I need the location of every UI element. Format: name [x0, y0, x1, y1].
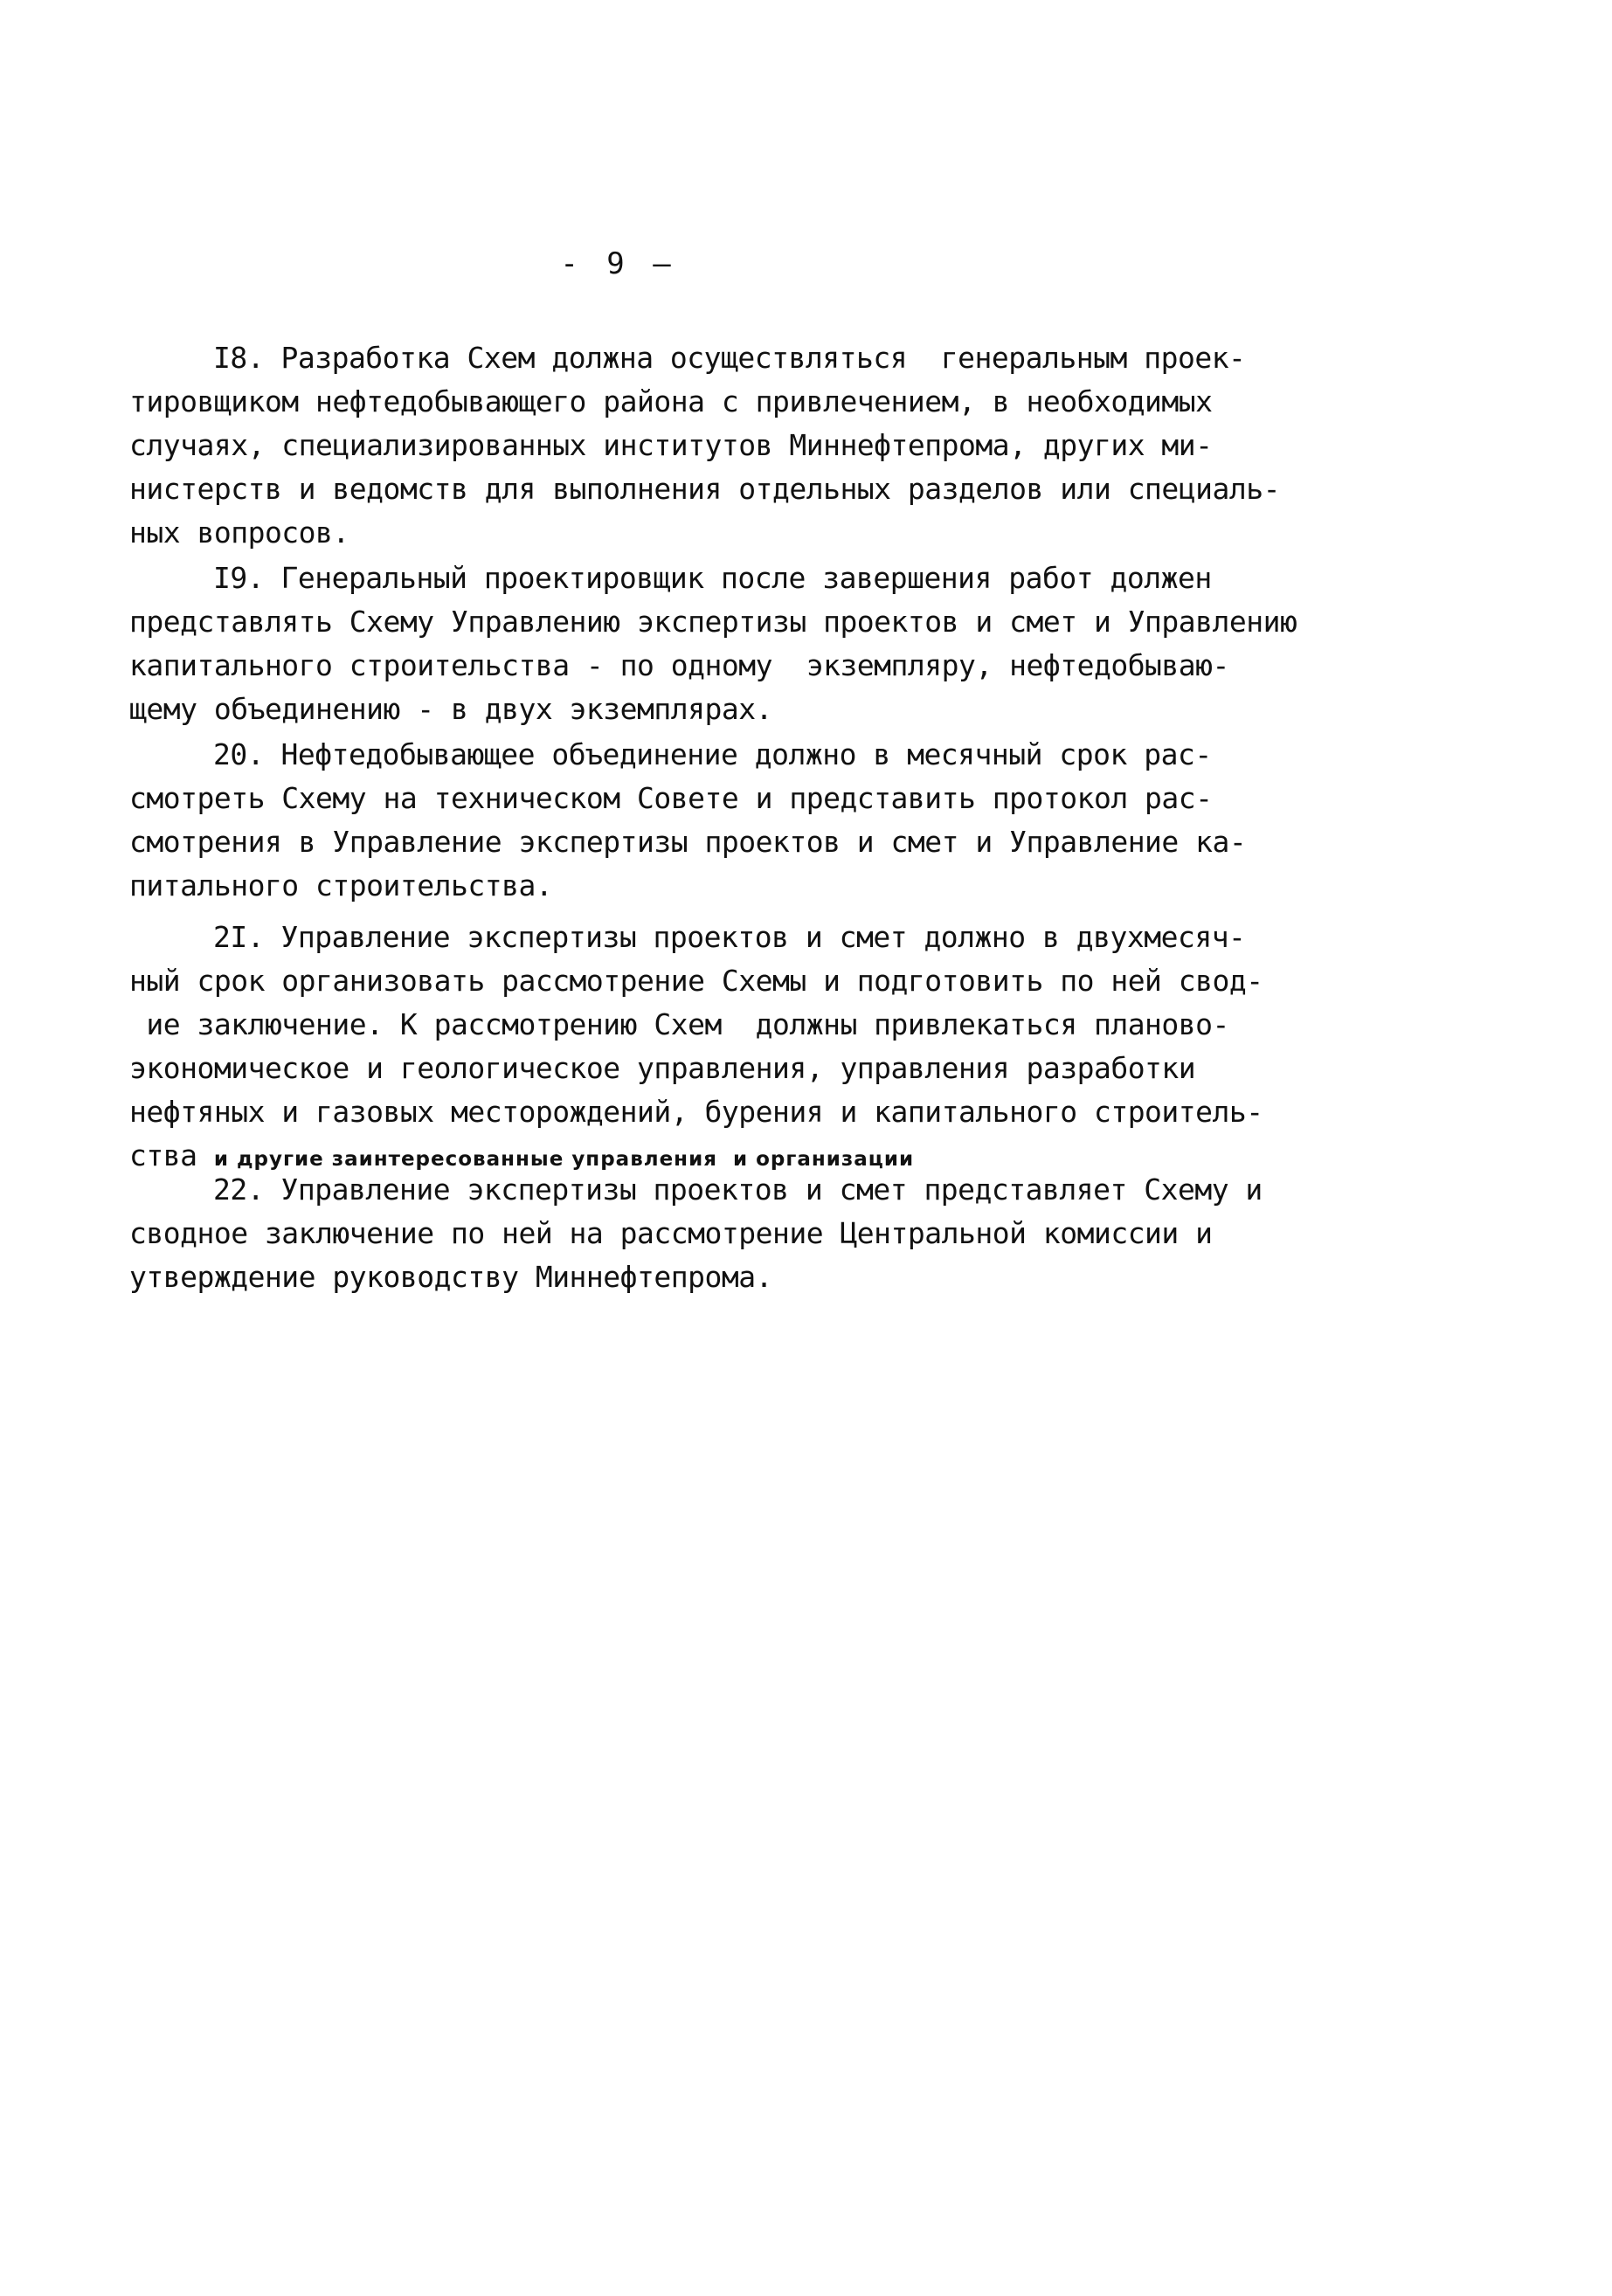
text-line: смотреть Схему на техническом Совете и представить протокол рас-: [129, 781, 1213, 815]
text-line: ный срок организовать рассмотрение Схемы и подготовить по ней свод-: [129, 964, 1263, 998]
text-line: I9. Генеральный проектировщик после завершения работ должен: [213, 561, 1212, 595]
text-line: утверждение руководству Миннефтепрома.: [129, 1260, 772, 1294]
text-line: щему объединению - в двух экземплярах.: [129, 692, 772, 726]
text-line: 22. Управление экспертизы проектов и смет представляет Схему и: [213, 1172, 1263, 1207]
text-line: питального строительства.: [129, 868, 553, 902]
text-line: 20. Нефтедобывающее объединение должно в месячный срок рас-: [213, 737, 1212, 771]
text-line: смотрения в Управление экспертизы проектов и смет и Управление ка-: [129, 825, 1247, 859]
text-line: нистерств и ведомств для выполнения отдельных разделов или специаль-: [129, 472, 1281, 506]
page-number: - 9 —: [560, 246, 676, 281]
text-line: случаях, специализированных институтов Миннефтепрома, других ми-: [129, 428, 1213, 462]
text-line: ие заключение. К рассмотрению Схем должны привлекаться планово-: [129, 1007, 1229, 1041]
paragraph-22: [129, 1168, 1265, 1299]
paragraph-18: [129, 336, 1281, 555]
paragraph-21: [129, 916, 1265, 1181]
text-line: представлять Схему Управлению экспертизы проектов и смет и Управлению: [129, 605, 1297, 639]
text-line: экономическое и геологическое управления, управления разработки: [129, 1051, 1196, 1085]
text-line: тировщиком нефтедобывающего района с привлечением, в необходимых: [129, 384, 1213, 418]
text-line: 2I. Управление экспертизы проектов и смет должно в двухмесяч-: [213, 920, 1246, 954]
text-line: сводное заключение по ней на рассмотрение Центральной комиссии и: [129, 1216, 1213, 1250]
paragraph-20: [129, 733, 1265, 908]
text-line: I8. Разработка Схем должна осуществляться генеральным проек-: [213, 341, 1246, 375]
handwritten-annotation: и другие заинтересованные управления и организации: [213, 1148, 915, 1171]
text-line: нефтяных и газовых месторождений, бурения и капитального строитель-: [129, 1095, 1263, 1129]
text-line: капитального строительства - по одному экземпляру, нефтедобываю-: [129, 648, 1229, 682]
typed-text: ства: [129, 1138, 214, 1172]
text-line: ных вопросов.: [129, 515, 349, 550]
paragraph-19: [129, 557, 1297, 731]
